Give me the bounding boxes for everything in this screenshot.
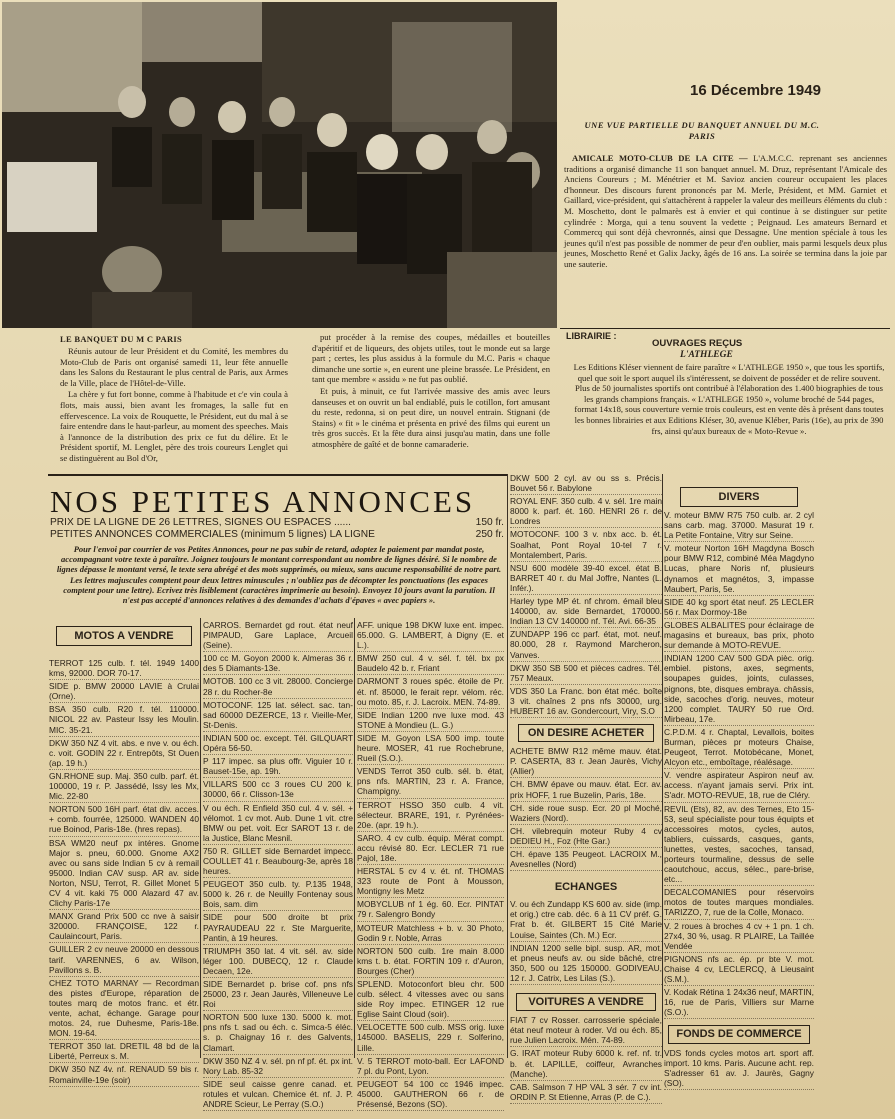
section-voitures: VOITURES A VENDRE xyxy=(516,993,656,1011)
price-label: PRIX DE LA LIGNE DE 26 LETTRES, SIGNES OU ESPACES ...... xyxy=(50,517,352,528)
classified-ad: SIDE p. BMW 20000 LAVIE à Crulai (Orne). xyxy=(49,681,199,703)
price-row xyxy=(50,517,504,529)
classified-ad: BSA 350 culb. R20 f. tél. 110000. NICOL 22 av. Pasteur Issy les Moulin. MIC. 35-21. xyxy=(49,704,199,736)
banquet-photo-illustration xyxy=(2,2,557,328)
column-rule xyxy=(354,618,355,1058)
classified-ad: BSA WM20 neuf px intéres. Gnome Major s. pneu, 60.000. Gnome AX2 avec ou sans side Indian 5 cv à remail 95000. Indian CAV susp. AR av. side Norton, NSU, Terrot, R. Gillet Monet 5 CV 4 vit. kaki 75 000 Alazard 47 av. Clichy Paris-17e xyxy=(49,838,199,911)
ads-column-4-voitures xyxy=(510,1015,662,1104)
column-rule xyxy=(507,474,508,1058)
athlege-text: Les Editions Kléser viennent de faire paraître « L'ATHLEGE 1950 », que tous les sportifs, quel que soit le sport auquel ils s'intéressent, se doivent de posséder et de relire souvent. Plus de 50 journalistes sportifs ont contribué à l'élaboration des 1.400 biographies de tous les grands champions français. « L'ATHLEGE 1950 », volume broché de 544 pages, format 14x18, sous couverture vernie trois couleurs, est en vente dès à présent dans toutes les bonnes librairies et aux Editions Kléser, 30, avenue Kléber, Paris (16e), au prix de 390 frs, ainsi qu'aux bureaux de « Moto-Revue ». xyxy=(573,362,885,436)
classified-ad: FIAT 7 cv Rosser. carrosserie spéciale, état neuf moteur à roder. Vd ou éch. 85, rue Julien Lacroix. Mén. 74-89. xyxy=(510,1015,662,1047)
classified-ad: G. IRAT moteur Ruby 6000 k. ref. nf. tr. b. ét. LAPILLE, coiffeur, Avranches (Manche). xyxy=(510,1048,662,1080)
classified-ad: SPLEND. Motoconfort bleu chr. 500 culb. sélect. 4 vitesses avec ou sans side Roy impec. ETINGER 12 rue Eglise Saint Cloud (soir). xyxy=(357,979,504,1021)
classified-ad: CH. épave 135 Peugeot. LACROIX M., Avesnelles (Nord) xyxy=(510,849,662,871)
classified-ad: 100 cc M. Goyon 2000 k. Almeras 36 r. des 5 Diamants-13e. xyxy=(203,653,353,675)
classified-ad: V. vendre aspirateur Aspiron neuf av. access. n'ayant jamais servi. Prix int. S'adr. MOTO-REVUE, 18, rue de Cléry. xyxy=(664,770,814,802)
ads-column-5-fonds xyxy=(664,1048,814,1090)
price-label: PETITES ANNONCES COMMERCIALES (minimum 5 lignes) LA LIGNE xyxy=(50,528,375,540)
classified-ad: DKW 350 NZ 4v. nf. RENAUD 59 bis r. Romainville-19e (soir) xyxy=(49,1064,199,1086)
section-motos: MOTOS A VENDRE xyxy=(56,626,192,646)
divider xyxy=(560,328,890,329)
annonces-intro: Pour l'envoi par courrier de vos Petites Annonces, pour ne pas subir de retard, adoptez le paiement par mandat poste, accompagnant votre texte à paraître. Joignez toujours le montant correspondant au nombre de lignes désiré. Si le nombre de lignes dépasse le montant versé, le texte sera abrégé et des mots supprimés, ou mieux, sans aucune responsabilité de notre part. Les lettres majuscules comptent pour deux lettres minuscules ; n'oubliez pas de décompter les ponctuations (les espaces comptent pour une lettre). Ecrivez très lisiblement (caractères imprimerie au besoin). Envoyez 10 jours avant la parution. Il n'est pas accepté d'annonces relatives à des demandes d'achats d'épaves « avec papiers ». xyxy=(56,544,502,606)
ads-column-3 xyxy=(357,620,504,1112)
classified-ad: MANX Grand Prix 500 cc nve à saisir 320000. FRANÇOISE, 122 r. Caulaincourt, Paris. xyxy=(49,911,199,943)
classified-ad: DKW 500 2 cyl. av ou ss s. Précis. Bouvet 56 r. Babylone xyxy=(510,473,662,495)
athlege-title: L'ATHLEGE xyxy=(680,350,733,360)
ouvrages-heading: OUVRAGES REÇUS xyxy=(652,338,743,349)
classified-ad: V. 5 TERROT moto-ball. Ecr LAFOND 7 pl. du Pont, Lyon. xyxy=(357,1056,504,1078)
ads-column-4-top xyxy=(510,473,662,718)
classified-ad: NORTON 500 culb. 1re main 8.000 kms t. b. état. FORTIN 109 r. d'Auron, Bourges (Cher) xyxy=(357,946,504,978)
classified-ad: PEUGEOT 350 culb. ty. P.135 1948, 5000 k. 26 r. de Neuilly Fontenay sous Bois, sam. dim xyxy=(203,879,353,911)
classified-ad: ROYAL ENF. 350 culb. 4 v. sél. 1re main 8000 k. parf. ét. 160. HENRI 26 r. de Londres xyxy=(510,496,662,528)
classified-ad: V. moteur Norton 16H Magdyna Bosch pour BMW R12, combiné Méa Magdyno Lucas, phare Noris nf, plusieurs dynamos et magnétos, 3, impasse Maubert, Paris, 5e. xyxy=(664,543,814,595)
classified-ad: NORTON 500 luxe 130. 5000 k. mot. pns nfs t. sad ou éch. c. Simca-5 éléc. s. p. Chaignay 16 r. des Galvents, Clamart. xyxy=(203,1012,353,1054)
classified-ad: SIDE 40 kg sport état neuf. 25 LECLER 56 r. Max Dormoy-18e xyxy=(664,597,814,619)
classified-ad: CARROS. Bernardet gd rout. état neuf PIMPAUD, Gare Laplace, Arcueil (Seine). xyxy=(203,620,353,652)
section-divers: DIVERS xyxy=(680,487,798,507)
ads-column-4-echanges xyxy=(510,899,662,985)
librairie-label: LIBRAIRIE : xyxy=(566,331,617,341)
classified-ad: V. ou éch Zundapp KS 600 av. side (imp. et orig.) ctre cab. déc. 6 à 11 CV préf. G. Frat b. ét. GILBERT 15 Cité Marie Louise, Saintes (Ch. M.) Ecr. xyxy=(510,899,662,941)
classified-ad: Harley type MP ét. nf chrom. émail bleu 140000, av. side Bernardet, 170000. Indian 13 CV 140000 nf. Tél. Avi. 66-35 xyxy=(510,596,662,628)
ads-column-4 xyxy=(510,473,662,1105)
section-acheter: ON DESIRE ACHETER xyxy=(518,724,654,742)
classified-ad: TERROT 350 lat. DRETIL 48 bd de la Liberté, Perreux s. M. xyxy=(49,1041,199,1063)
ads-column-5 xyxy=(664,510,814,1091)
classified-ad: NORTON 500 16H parf. état div. acces. + comb. fourrée, 125000. WANDEN 40 rue Boinod, Paris-18e. (hres repas). xyxy=(49,804,199,836)
classified-ad: SIDE Indian 1200 nve luxe mod. 43 STONE à Mondieu (L. G.) xyxy=(357,710,504,732)
banquet-column-b xyxy=(312,332,550,451)
classified-ad: REVIL (Ets), 82, av. des Ternes, Eto 15-53, seul spécialiste pour tous équipts et accessoires motos, cycles, autos, tabliers, cuissards, casques, gants, lunettes, vestes, sacoches, tansad, porteurs tourmaline, dessus de selle caoutchouc, accus, sélec., pare-brise, etc... xyxy=(664,804,814,887)
classified-ad: INDIAN 1200 selle bipl. susp. AR, mot. et pneus neufs av. ou side bâché, ctre 350, 500 ou 125 150000. GODIVEAU, 12 r. J. Catrix, Les Lilas (S.). xyxy=(510,943,662,985)
classified-ad: PIGNONS nfs ac. ép. pr bte V. mot. Chaise 4 cv, LECLERCQ, à Lieusaint (S.M.). xyxy=(664,954,814,986)
banquet-paragraph: put procéder à la remise des coupes, médailles et bouteilles d'apéritif et de liqueurs, des objets utiles, tout le monde eut sa large part ; certes, les plus assidus à la formule du M.C. Paris « chaque dimanche une sortie », en eurent une pleine brassée. Le Président, en tant que membre « assidu » ne fut pas oublié. xyxy=(312,332,550,385)
classified-ad: MOTOCONF. 125 lat. sélect. sac. tan-sad 60000 DEZERCE, 13 r. Vieille-Mer, St-Denis. xyxy=(203,700,353,732)
classified-ad: CH. vilebrequin moteur Ruby 4 cv DEDIEU H., Foz (Hte Gar.) xyxy=(510,826,662,848)
banquet-caption: LE BANQUET DU M C PARIS xyxy=(60,334,183,344)
column-rule xyxy=(200,618,201,1058)
classified-ad: 750 R. GILLET side Bernardet impecc. COULLET 41 r. Beaubourg-3e, après 18 heures. xyxy=(203,846,353,878)
classified-ad: DARMONT 3 roues spéc. étoile de Pr. ét. nf. 85000, le ferait repr. vélom. réc. ou moto. 85, r. J. Lacroix. MEN. 74-89. xyxy=(357,676,504,708)
divider xyxy=(48,474,508,476)
photo-caption: UNE VUE PARTIELLE DU BANQUET ANNUEL DU M.C. PARIS xyxy=(584,120,820,141)
classified-ad: SIDE Bernardet p. brise cof. pns nfs 25000, 23 r. Jean Jaurès, Villeneuve Le Roi xyxy=(203,979,353,1011)
classified-ad: VDS 350 La Franc. bon état méc. boîte 3 vit. chaînes 2 pns nfs 30000, urg. HUBERT 16 av. Gondercourt, Viry, S.O xyxy=(510,686,662,718)
classified-ad: MOTEUR Matchless + b. v. 30 Photo, Godin 9 r. Noble, Arras xyxy=(357,923,504,945)
ads-column-4-acheter xyxy=(510,746,662,871)
classified-ad: GN.RHONE sup. Maj. 350 culb. parf. ét. 100000, 19 r. P. Jassédé, Issy les Mx, Mic. 22-80 xyxy=(49,771,199,803)
classified-ad: VDS fonds cycles motos art. sport aff. import. 10 kms. Paris. Aucune acht. rep. S'adresser 61 av. J. Jaurès, Gagny (SO). xyxy=(664,1048,814,1090)
classified-ad: SIDE pour 500 droite bt prix PAYRAUDEAU 22 r. Ste Marguerite, Pantin, à 19 heures. xyxy=(203,912,353,944)
classified-ad: V. moteur BMW R75 750 culb. ar. 2 cyl sans carb. mag. 37000. Masurat 19 r. La Petite Fontaine, Vitry sur Seine. xyxy=(664,510,814,542)
classified-ad: VELOCETTE 500 culb. MSS orig. luxe 145000. BASELIS, 229 r. Solferino, Lille. xyxy=(357,1022,504,1054)
classified-ad: VILLARS 500 cc 3 roues CU 200 k. 30000, 66 r. Clisson-13e xyxy=(203,779,353,801)
classified-ad: MOTOCONF. 100 3 v. nbx acc. b. ét. Soalhat, Pont Royal 10-tel 7 r. Montalembert, Paris. xyxy=(510,529,662,561)
classified-ad: INDIAN 500 oc. except. Tél. GILQUART Opéra 56-50. xyxy=(203,733,353,755)
classified-ad: CH. side roue susp. Ecr. 20 pl Moché, Waziers (Nord). xyxy=(510,803,662,825)
amicale-text: L'A.M.C.C. reprenant ses anciennes traditions a organisé dimanche 11 son banquet annuel. M. Druz, représentant l'Amicale des Anciens Coureurs ; M. Ménétrier et M. Savioz ancien coureur occupaient les places d'honneur. Des discours furent prononcés par M. Merle, Président, et MM. Garniet et Gaillard, vice-président, qui s'attachèrent à rappeler la valeur des meilleurs éléments du club : M. Moschetto, dont le palmarès est à envier et qui continue à se distinguer sur petite cylindrée : Morga, qui a tenu souvent la vedette ; Peignaud. Les amateurs Bernard et Commercq qui sont déjà chevronnés, ainsi que Dessagne. Une mention spéciale à tous les jeunes qu'il n'est pas possible de nommer de peur d'en oublier, mais parmi lesquels deux plus jeunes, Moschetto René et Galix Jacky, âgés de 16 ans. La soirée se termina dans la joie par une sauterie. xyxy=(564,153,887,269)
classified-ad: CAB. Salmson 7 HP VAL 3 sér. 7 cv int. ORDIN P. St Etienne, Arras (P. de C.). xyxy=(510,1082,662,1104)
price-row xyxy=(50,529,504,541)
banquet-paragraph: La chère y fut fort bonne, comme à l'habitude et c'e vin coula à flots, mais aussi, bien avant les fromages, la salle fut en effervescence. La voix de Rouquette, le Président, eut du mal à se faire entendre dans le haut-parleur, au moment des speeches. Mais à l'annonce de la distribution des prix ce fut du délire. Et le Président sportif, M. Lenglet, père des trois coureurs Lenglet qui se distinguèrent au Bol d'Or, xyxy=(60,389,289,463)
banquet-column-a xyxy=(60,346,288,465)
classified-ad: V. 2 roues à broches 4 cv + 1 pn. 1 ch. 27x4, 30 %, usag. R PLAIRE, La Taillée Vendée xyxy=(664,921,814,953)
banquet-paragraph: Réunis autour de leur Président et du Comité, les membres du Moto-Club de Paris ont organisé samedi 11, leur fête annuelle dans les Salons du Restaurant le plus central de Paris, aux Armes de la Ville, place de l'Hôtel-de-Ville. xyxy=(60,346,288,388)
classified-ad: TRIUMPH 350 lat. 4 vit. sél. av. side léger 100. DUBECQ, 12 r. Claude Decaen, 12e. xyxy=(203,946,353,978)
classified-ad: P 117 impec. sa plus offr. Viguier 10 r. Bauset-15e, ap. 19h. xyxy=(203,756,353,778)
ads-column-1 xyxy=(49,658,199,1088)
classified-ad: DKW 350 SB 500 et pièces cadres. Tél. 757 Meaux. xyxy=(510,663,662,685)
classified-ad: GLOBES ALBALITES pour éclairage de magasins et bureaux, bas prix, photo sur demande à MOTO-REVUE. xyxy=(664,620,814,652)
classified-ad: NSU 600 modèle 39-40 excel. état B. BARRET 40 r. du Mal Joffre, Nantes (L. Infér.). xyxy=(510,563,662,595)
price-value: 250 fr. xyxy=(475,528,504,540)
classified-ad: INDIAN 1200 CAV 500 GDA pièc. orig. embiel. pistons, axes, segments, soupapes guides, joints, culasses, pignons, bte, disques embraya. châssis, side, sacoches d'orig. neuves, moteur 1200 complet. TAURY 50 rue Ord. Mirbeau, 17e. xyxy=(664,653,814,726)
column-rule xyxy=(662,474,663,1058)
classified-ad: SIDE M. Goyon LSA 500 imp. toute heure. MOSER, 41 rue Rochebrune, Rueil (S.O.). xyxy=(357,733,504,765)
section-echanges: ECHANGES xyxy=(554,881,618,894)
price-value: 150 fr. xyxy=(475,517,504,528)
banquet-paragraph: Et puis, à minuit, ce fut l'arrivée massive des amis avec leurs danseuses et on ouvrit un bal endiablé, puis le cotillon, fort amusant du reste, redonna, si on peut dire, un nouvel entrain. Stignani (de Stains) « fit » le cinéma et présenta en privé des films qui eurent un très gros succès. Et la fête dura ainsi jusqu'au matin, dans une folle atmosphère de gaîté et de bonne camaraderie. xyxy=(312,385,550,449)
classified-ad: PEUGEOT 54 100 cc 1946 impec. 45000. GAUTHERON 66 r. de Présensé, Bezons (SO). xyxy=(357,1079,504,1111)
issue-date: 16 Décembre 1949 xyxy=(690,82,821,99)
amicale-title: AMICALE MOTO-CLUB DE LA CITE — xyxy=(572,153,748,163)
annonces-headline: NOS PETITES ANNONCES xyxy=(50,484,476,519)
classified-ad: DKW 350 NZ 4 vit. abs. e nve v. ou éch. c. voit. GODIN 22 r. Entrepôts, St Ouen (ap. 19 h.) xyxy=(49,738,199,770)
classified-ad: AFF. unique 198 DKW luxe ent. impec. 65.000. G. LAMBERT, à Digny (E. et L.). xyxy=(357,620,504,652)
classified-ad: CHEZ TOTO MARNAY — Recordman des pistes d'Europe, réparation de toutes marq de motos franc. et étr. vente, achat, échange. Garage pour motos. 24, rue Duhesme, Paris-18e. MON. 19-64. xyxy=(49,978,199,1041)
classified-ad: ACHETE BMW R12 même mauv. état. P. CASERTA, 83 r. Jean Jaurès, Vichy (Allier) xyxy=(510,746,662,778)
classified-ad: MOTOB. 100 cc 3 vit. 28000. Concierge 28 r. du Rocher-8e xyxy=(203,676,353,698)
classified-ad: MOBYCLUB nf 1 ég. 60. Ecr. PINTAT 79 r. Salengro Bondy xyxy=(357,899,504,921)
banquet-photo xyxy=(2,2,557,328)
classified-ad: HERSTAL 5 cv 4 v. ét. nf. THOMAS 323 route de Pont à Mousson, Montigny les Metz xyxy=(357,866,504,898)
classified-ad: GUILLER 2 cv neuve 20000 en dessous tarif. VARENNES, 6 av. Wilson, Pavillons s. B. xyxy=(49,944,199,976)
classified-ad: ZUNDAPP 196 cc parf. état, mot. neuf. 80.000, 28 r. Raymond Marcheron, Vanves. xyxy=(510,629,662,661)
classified-ad: SARO. 4 cv culb. équip. Mérat compt. accu révisé 80. Ecr. LECLER 71 rue Pajol, 18e. xyxy=(357,833,504,865)
ads-column-2 xyxy=(203,620,353,1112)
price-list xyxy=(50,517,504,540)
classified-ad: SIDE seul caisse genre canad. et. rotules et vulcan. Chemice ét. nf. J. P. ANDRE Scieur, Le Perray (S.O.) xyxy=(203,1079,353,1111)
classified-ad: BMW 250 cul. 4 v. sél. f. tél. bx px Baudelo 42 b. r. Friant xyxy=(357,653,504,675)
classified-ad: V ou éch. R Enfield 350 cul. 4 v. sél. + vélomot. 1 cv mot. Aub. Dune 1 vit. ctre BMW ou pet. voit. Ecr SAROT 13 r. de la Justice, Blanc Mesnil. xyxy=(203,803,353,845)
classified-ad: DECALCOMANIES pour réservoirs motos de toutes marques mondiales. TARIZZO, 7, rue de la Colle, Monaco. xyxy=(664,887,814,919)
classified-ad: C.P.D.M. 4 r. Chaptal, Levallois, boites Burman, pièces pr moteurs Chaise, Peugeot, Terrot. Motobécane, Monet, Alcyon etc., emboîtage, réalésage. xyxy=(664,727,814,769)
classified-ad: CH. BMW épave ou mauv. état. Ecr. av. prix HOFF, 1 rue Buzelin, Paris, 18e. xyxy=(510,779,662,801)
classified-ad: TERROT 125 culb. f. tél. 1949 1400 kms, 92000. DOR 70-17. xyxy=(49,658,199,680)
classified-ad: TERROT HSSO 350 culb. 4 vit. sélecteur. BRARE, 191, r. Pyrénées-20e. (apr. 19 h.). xyxy=(357,800,504,832)
ads-column-5-divers xyxy=(664,510,814,1019)
classified-ad: V. Kodak Rétina 1 24x36 neuf, MARTIN, 16, rue de Paris, Villiers sur Marne (S.O.). xyxy=(664,987,814,1019)
classified-ad: VENDS Terrot 350 culb. sél. b. état, pns nfs. MARTIN, 23 r. A. France, Champigny. xyxy=(357,766,504,798)
section-fonds: FONDS DE COMMERCE xyxy=(668,1025,810,1043)
amicale-article xyxy=(564,153,887,271)
classified-ad: DKW 350 NZ 4 v. sél. pn nf pf. ét. px int. Nory Lab. 85-32 xyxy=(203,1056,353,1078)
